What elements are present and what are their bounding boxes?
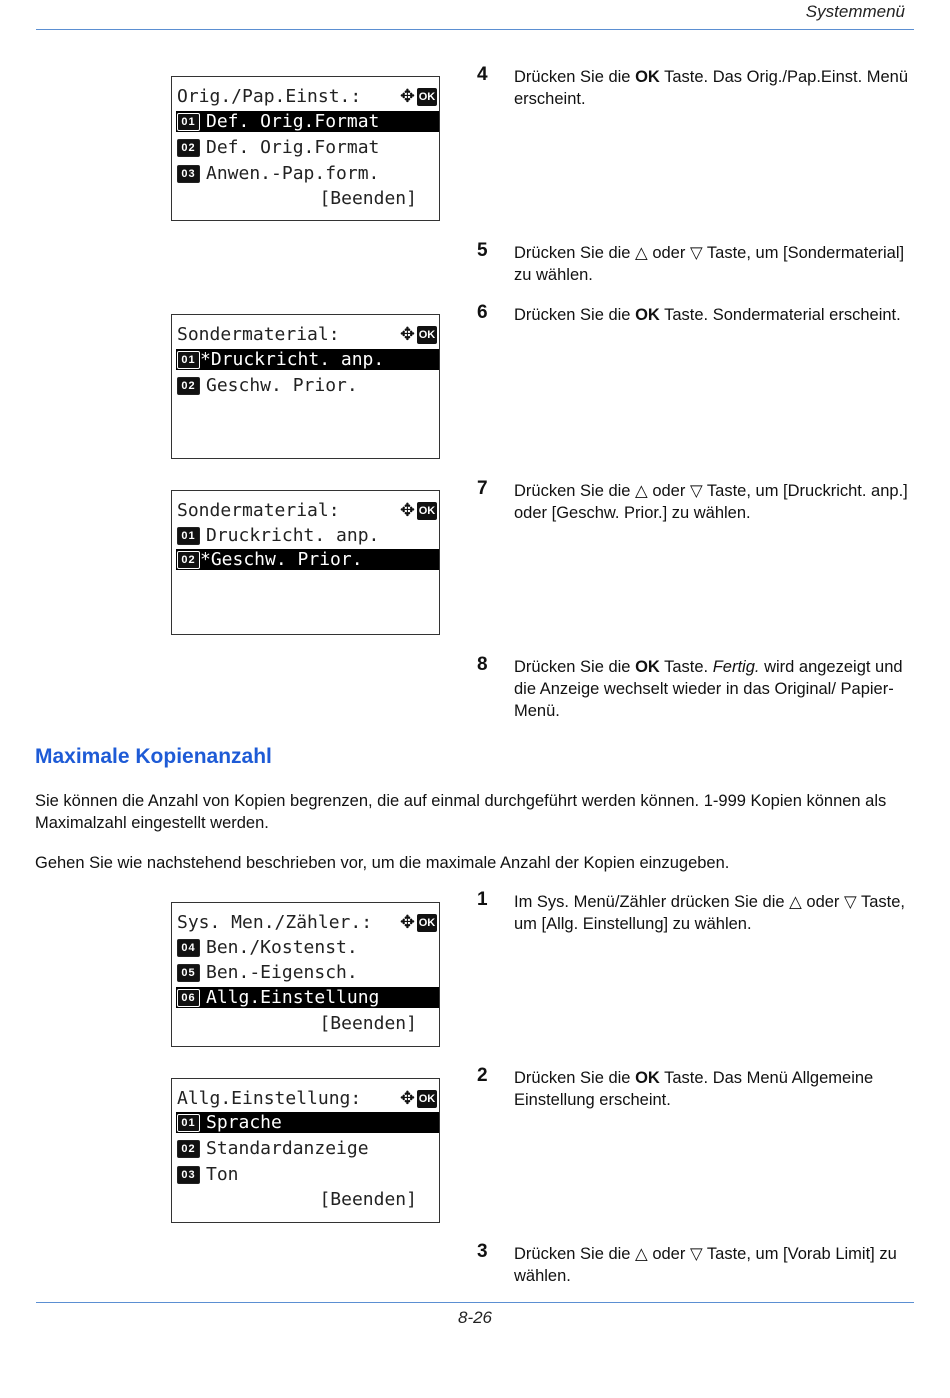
menu-item-label: Geschw. Prior. bbox=[206, 375, 358, 396]
menu-item-label: Def. Orig.Format bbox=[206, 137, 380, 158]
step-number: 3 bbox=[477, 1241, 488, 1262]
menu-number-badge: 01 bbox=[177, 113, 200, 131]
header-rule bbox=[36, 29, 914, 30]
ok-key-label: OK bbox=[635, 658, 660, 676]
lcd-menu-item bbox=[176, 937, 439, 958]
menu-number-badge: 04 bbox=[177, 939, 200, 957]
step-text bbox=[514, 656, 914, 722]
lcd-nav-icons bbox=[400, 500, 437, 522]
menu-item-label: *Geschw. Prior. bbox=[200, 549, 363, 570]
menu-item-label: Allg.Einstellung bbox=[206, 987, 380, 1008]
menu-number-badge: 05 bbox=[177, 964, 200, 982]
four-way-arrows-icon: ✥ bbox=[399, 324, 415, 345]
menu-item-label: *Druckricht. anp. bbox=[200, 349, 385, 370]
ok-key-icon: OK bbox=[417, 914, 437, 932]
menu-number-badge: 03 bbox=[177, 1166, 200, 1184]
lcd-menu-item bbox=[176, 549, 439, 570]
step-number: 7 bbox=[477, 478, 488, 499]
lcd-title: Sys. Men./Zähler.: bbox=[177, 912, 373, 933]
step-text: Drücken Sie die △ oder ▽ Taste, um [Sondermaterial] zu wählen. bbox=[514, 244, 905, 284]
lcd-screen-sondermaterial-2 bbox=[171, 490, 440, 635]
step-number: 4 bbox=[477, 64, 488, 85]
step-number: 5 bbox=[477, 240, 488, 261]
lcd-footer-beenden: [Beenden] bbox=[319, 188, 417, 209]
intro-paragraph: Sie können die Anzahl von Kopien begrenzen, die auf einmal durchgeführt werden können. 1-999 Kopien können als Maximalzahl eingestellt werden. bbox=[35, 792, 887, 832]
menu-number-badge: 02 bbox=[177, 551, 200, 569]
ok-key-icon: OK bbox=[417, 502, 437, 520]
menu-item-label: Def. Orig.Format bbox=[206, 111, 380, 132]
menu-number-badge: 02 bbox=[177, 377, 200, 395]
footer-rule bbox=[36, 1302, 914, 1303]
lcd-footer-beenden: [Beenden] bbox=[319, 1013, 417, 1034]
step-text-part: Drücken Sie die bbox=[514, 68, 636, 86]
step-text-part: Taste. Das Orig./Pap.Einst. Menü erscheint. bbox=[514, 68, 909, 108]
ok-key-label: OK bbox=[635, 1069, 660, 1087]
lcd-title: Orig./Pap.Einst.: bbox=[177, 86, 362, 107]
menu-number-badge: 03 bbox=[177, 165, 200, 183]
step-text: Im Sys. Menü/Zähler drücken Sie die △ oder ▽ Taste, um [Allg. Einstellung] zu wählen. bbox=[514, 893, 905, 933]
lcd-nav-icons bbox=[400, 86, 437, 108]
four-way-arrows-icon: ✥ bbox=[399, 1088, 415, 1109]
lcd-menu-item bbox=[176, 137, 439, 158]
step-text-part: Taste. Das Menü Allgemeine Einstellung erscheint. bbox=[514, 1069, 874, 1109]
four-way-arrows-icon: ✥ bbox=[399, 86, 415, 107]
lcd-menu-item bbox=[176, 1112, 439, 1133]
lcd-menu-item bbox=[176, 1164, 439, 1185]
menu-item-label: Anwen.-Pap.form. bbox=[206, 163, 380, 184]
menu-number-badge: 02 bbox=[177, 1140, 200, 1158]
lcd-menu-item bbox=[176, 349, 439, 370]
menu-number-badge: 06 bbox=[177, 989, 200, 1007]
lcd-menu-item bbox=[176, 987, 439, 1008]
step-text-part: Taste. bbox=[659, 658, 713, 676]
lcd-nav-icons bbox=[400, 324, 437, 346]
step-text-part: Drücken Sie die bbox=[514, 1069, 636, 1087]
step-number: 1 bbox=[477, 889, 488, 910]
lcd-menu-item bbox=[176, 1138, 439, 1159]
menu-item-label: Druckricht. anp. bbox=[206, 525, 380, 546]
page-header-title: Systemmenü bbox=[805, 2, 905, 21]
ok-key-icon: OK bbox=[417, 1090, 437, 1108]
step-number: 6 bbox=[477, 302, 488, 323]
ok-key-icon: OK bbox=[417, 326, 437, 344]
menu-item-label: Sprache bbox=[206, 1112, 282, 1133]
step-text bbox=[514, 66, 914, 110]
menu-item-label: Ben.-Eigensch. bbox=[206, 962, 358, 983]
menu-item-label: Ton bbox=[206, 1164, 239, 1185]
menu-item-label: Ben./Kostenst. bbox=[206, 937, 358, 958]
step-text-part: Drücken Sie die bbox=[514, 306, 636, 324]
menu-number-badge: 01 bbox=[177, 351, 200, 369]
lcd-menu-item bbox=[176, 375, 439, 396]
step-text-part: Taste. Sondermaterial erscheint. bbox=[659, 306, 901, 324]
step-text: Drücken Sie die △ oder ▽ Taste, um [Vorab Limit] zu wählen. bbox=[514, 1245, 897, 1285]
fertig-label: Fertig. bbox=[712, 658, 760, 676]
lcd-nav-icons bbox=[400, 912, 437, 934]
lcd-menu-item bbox=[176, 163, 439, 184]
step-number: 2 bbox=[477, 1065, 488, 1086]
page-number: 8-26 bbox=[457, 1308, 493, 1327]
step-text-part: Drücken Sie die bbox=[514, 658, 636, 676]
step-number: 8 bbox=[477, 654, 488, 675]
menu-item-label: Standardanzeige bbox=[206, 1138, 369, 1159]
lcd-nav-icons bbox=[400, 1088, 437, 1110]
menu-number-badge: 02 bbox=[177, 139, 200, 157]
lcd-title: Sondermaterial: bbox=[177, 500, 340, 521]
menu-number-badge: 01 bbox=[177, 527, 200, 545]
lcd-menu-item bbox=[176, 962, 439, 983]
section-heading: Maximale Kopienanzahl bbox=[35, 745, 272, 768]
lcd-screen-orig-pap-einst bbox=[171, 76, 440, 221]
ok-key-label: OK bbox=[635, 306, 660, 324]
lcd-screen-sys-men-zaehler bbox=[171, 902, 440, 1047]
ok-key-icon: OK bbox=[417, 88, 437, 106]
step-text-part: wird angezeigt und die Anzeige wechselt wieder in das Original/ Papier- Menü. bbox=[514, 658, 903, 720]
ok-key-label: OK bbox=[635, 68, 660, 86]
lcd-menu-item bbox=[176, 525, 439, 546]
lcd-screen-sondermaterial-1 bbox=[171, 314, 440, 459]
instruction-paragraph: Gehen Sie wie nachstehend beschrieben vor, um die maximale Anzahl der Kopien einzugeben. bbox=[35, 854, 730, 872]
lcd-footer-beenden: [Beenden] bbox=[319, 1189, 417, 1210]
four-way-arrows-icon: ✥ bbox=[399, 912, 415, 933]
lcd-title: Allg.Einstellung: bbox=[177, 1088, 362, 1109]
step-text bbox=[514, 304, 914, 326]
four-way-arrows-icon: ✥ bbox=[399, 500, 415, 521]
lcd-title: Sondermaterial: bbox=[177, 324, 340, 345]
menu-number-badge: 01 bbox=[177, 1114, 200, 1132]
lcd-menu-item bbox=[176, 111, 439, 132]
lcd-screen-allg-einstellung bbox=[171, 1078, 440, 1223]
step-text: Drücken Sie die △ oder ▽ Taste, um [Druckricht. anp.] oder [Geschw. Prior.] zu wählen. bbox=[514, 482, 908, 522]
step-text bbox=[514, 1067, 914, 1111]
